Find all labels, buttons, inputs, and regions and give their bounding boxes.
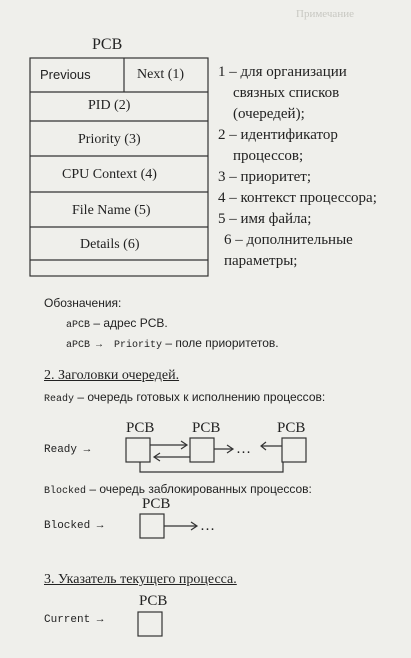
- section-2-heading: 2. Заголовки очередей.: [44, 368, 180, 383]
- legend-line: 5 – имя файла;: [218, 211, 312, 227]
- legend-line: 1 – для организации: [218, 64, 347, 80]
- legend-line: процессов;: [233, 148, 304, 164]
- ready-ellipsis: …: [236, 441, 251, 457]
- current-pcb-label: PCB: [139, 593, 168, 609]
- legend-line: 2 – идентификатор: [218, 127, 338, 143]
- blocked-label: Blocked →: [44, 520, 104, 532]
- bleed-heading: Примечание: [296, 8, 354, 20]
- pcb-title: PCB: [92, 36, 123, 53]
- legend-line: (очередей);: [233, 106, 305, 122]
- blocked-description: [44, 482, 312, 497]
- legend-line: связных списков: [233, 85, 340, 101]
- field-details: Details (6): [80, 237, 140, 252]
- legend-line: 4 – контекст процессора;: [218, 190, 377, 206]
- blocked-code: Blocked: [44, 486, 87, 497]
- notation-line-2: [66, 336, 279, 351]
- field-cpu-context: CPU Context (4): [62, 167, 157, 182]
- ready-description: [44, 390, 325, 405]
- blocked-pcb-box: [140, 514, 164, 538]
- field-file-name: File Name (5): [72, 203, 151, 218]
- blocked-pcb-label: PCB: [142, 496, 171, 512]
- legend: [218, 62, 377, 272]
- section-3-heading: 3. Указатель текущего процесса.: [44, 572, 237, 587]
- ready-label: Ready →: [44, 444, 91, 456]
- ready-pcb-label-3: PCB: [277, 420, 306, 436]
- blocked-desc-text: – очередь заблокированных процессов:: [86, 482, 312, 496]
- notation-text-2: – поле приоритетов.: [162, 336, 279, 350]
- ready-pcb-box-2: [190, 438, 214, 462]
- ready-pcb-box-1: [126, 438, 150, 462]
- ready-pcb-label-2: PCB: [192, 420, 221, 436]
- field-priority: Priority (3): [78, 132, 141, 147]
- notation-code-1: aPCB: [66, 320, 91, 331]
- current-label: Current →: [44, 614, 104, 626]
- notation-line-1: [66, 316, 168, 331]
- notation-title: Обозначения:: [44, 296, 122, 310]
- legend-line: параметры;: [224, 253, 298, 269]
- blocked-ellipsis: …: [200, 518, 215, 534]
- ready-loop-line: [140, 462, 283, 472]
- field-next: Next (1): [137, 67, 185, 82]
- ready-desc-text: – очередь готовых к исполнению процессов:: [74, 390, 326, 404]
- ready-code: Ready: [44, 394, 75, 405]
- current-pcb-box: [138, 612, 162, 636]
- field-pid: PID (2): [88, 98, 131, 113]
- notation-text-1: – адрес PCB.: [90, 316, 168, 330]
- notation-code-2: aPCB → Priority: [66, 340, 163, 351]
- field-previous: Previous: [40, 67, 91, 82]
- ready-pcb-label-1: PCB: [126, 420, 155, 436]
- ready-pcb-box-3: [282, 438, 306, 462]
- legend-line: 6 – дополнительные: [224, 232, 353, 248]
- legend-line: 3 – приоритет;: [218, 169, 312, 185]
